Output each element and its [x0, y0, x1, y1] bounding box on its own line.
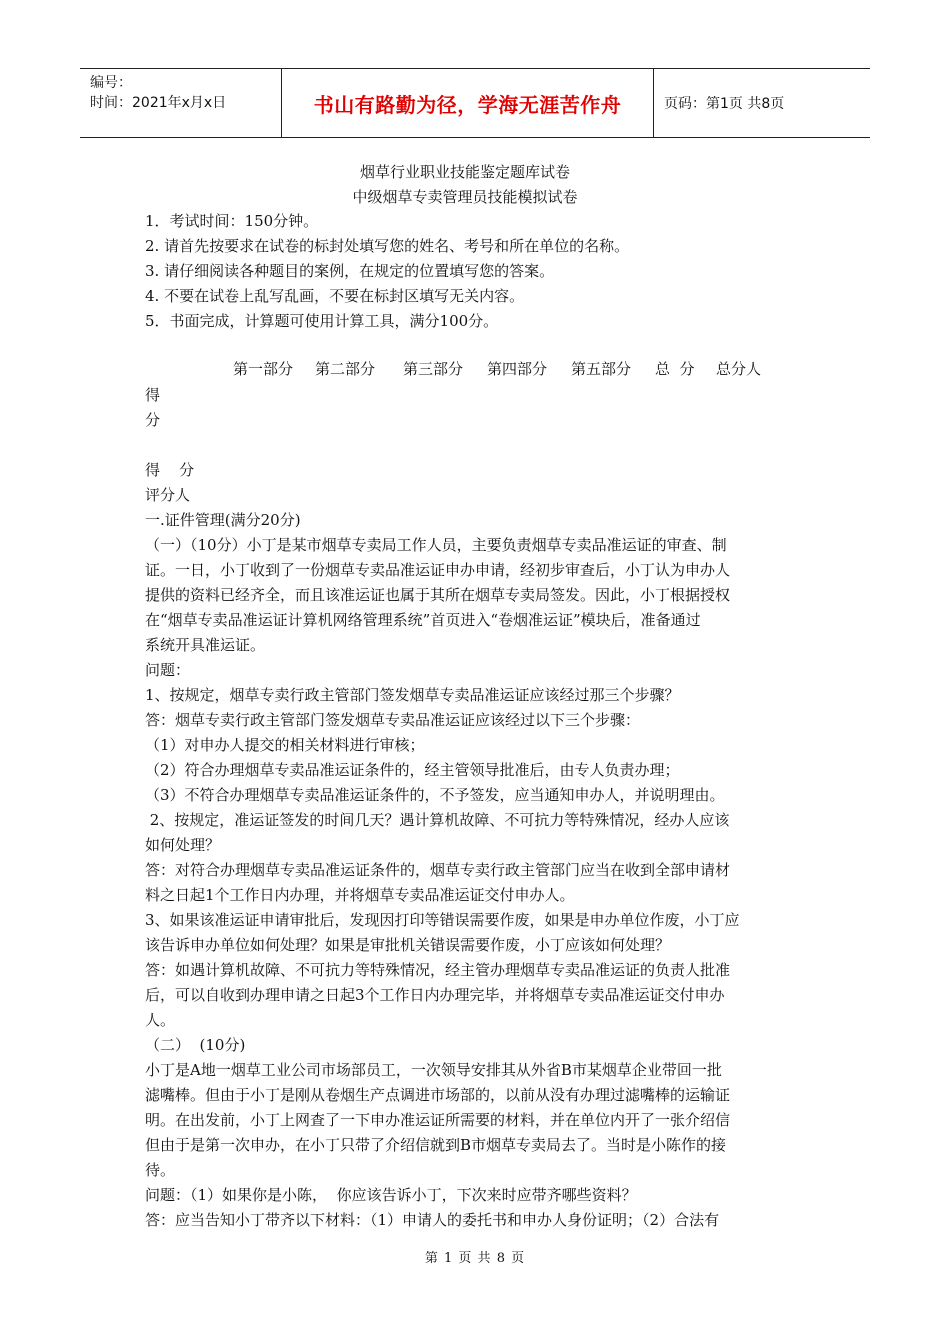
- case2-line: 待。: [145, 1161, 176, 1179]
- grader-label: 评分人: [145, 486, 191, 504]
- qa-line: 人。: [145, 1011, 176, 1029]
- page-footer: 第 1 页 共 8 页: [424, 1251, 526, 1266]
- score-row-label-1: 得: [145, 386, 161, 404]
- qa-line: 后，可以自收到办理申请之日起3个工作日内办理完毕，并将烟草专卖品准运证交付申办: [145, 986, 725, 1004]
- qa-line: 答：烟草专卖行政主管部门签发烟草专卖品准运证应该经过以下三个步骤：: [145, 711, 641, 729]
- score-col-total: 总 分: [655, 360, 695, 378]
- qa-line: 如何处理？: [145, 836, 221, 854]
- instruction-1: 1．考试时间：150分钟。: [145, 212, 319, 230]
- section-title: 一.证件管理(满分20分): [145, 511, 301, 529]
- qa-line: 2、按规定，准运证签发的时间几天？遇计算机故障、不可抗力等特殊情况，经办人应该: [145, 811, 730, 829]
- instruction-2: 2. 请首先按要求在试卷的标封处填写您的姓名、考号和所在单位的名称。: [145, 237, 630, 255]
- score-row-label-2: 分: [145, 411, 161, 429]
- instruction-4: 4. 不要在试卷上乱写乱画，不要在标封区填写无关内容。: [145, 287, 525, 305]
- qa-line: 1、按规定，烟草专卖行政主管部门签发烟草专卖品准运证应该经过那三个步骤？: [145, 686, 680, 704]
- case2-line: 答：应当告知小丁带齐以下材料：（1）申请人的委托书和申办人身份证明；（2）合法有: [145, 1211, 720, 1229]
- code-label: 编号：: [90, 75, 132, 91]
- case1-line-4: 在“烟草专卖品准运证计算机网络管理系统”首页进入“卷烟准运证”模块后，准备通过: [145, 611, 701, 629]
- header-page-info: 页码：第1页 共8页: [664, 96, 785, 112]
- page-header: [80, 68, 870, 138]
- question-label: 问题：: [145, 661, 191, 679]
- case2-heading: （二） (10分): [145, 1036, 246, 1054]
- doc-subtitle: 中级烟草专卖管理员技能模拟试卷: [352, 188, 578, 206]
- score-col-scorer: 总分人: [716, 360, 762, 378]
- qa-line: （3）不符合办理烟草专卖品准运证条件的，不予签发，应当通知申办人，并说明理由。: [145, 786, 725, 804]
- case1-line-1: （一）（10分）小丁是某市烟草专卖局工作人员，主要负责烟草专卖品准运证的审查、制: [145, 536, 727, 554]
- case1-line-5: 系统开具准运证。: [145, 636, 266, 654]
- score-col-5: 第五部分: [571, 360, 632, 378]
- case2-line: 明。在出发前，小丁上网查了一下申办准运证所需要的材料，并在单位内开了一张介绍信: [145, 1111, 731, 1129]
- qa-line: 3、如果该准运证申请审批后，发现因打印等错误需要作废，如果是申办单位作废，小丁应: [145, 911, 740, 929]
- score-col-2: 第二部分: [315, 360, 376, 378]
- case2-line: 滤嘴棒。但由于小丁是刚从卷烟生产点调进市场部的，以前从没有办理过滤嘴棒的运输证: [145, 1086, 731, 1104]
- header-meta: [80, 69, 282, 137]
- qa-line: 答：对符合办理烟草专卖品准运证条件的，烟草专卖行政主管部门应当在收到全部申请材: [145, 861, 731, 879]
- date-label: 时间：2021年x月x日: [90, 95, 227, 111]
- instruction-3: 3. 请仔细阅读各种题目的案例，在规定的位置填写您的答案。: [145, 262, 555, 280]
- qa-line: （2）符合办理烟草专卖品准运证条件的，经主管领导批准后，由专人负责办理；: [145, 761, 680, 779]
- case2-line: 问题：（1）如果你是小陈， 你应该告诉小丁，下次来时应带齐哪些资料？: [145, 1186, 637, 1204]
- qa-line: 料之日起1个工作日内办理，并将烟草专卖品准运证交付申办人。: [145, 886, 575, 904]
- case2-line: 但由于是第一次申办，在小丁只带了介绍信就到B市烟草专卖局去了。当时是小陈作的接: [145, 1136, 727, 1154]
- case2-line: 小丁是A地一烟草工业公司市场部员工，一次领导安排其从外省B市某烟草企业带回一批: [145, 1061, 722, 1079]
- case1-line-3: 提供的资料已经齐全，而且该准运证也属于其所在烟草专卖局签发。因此，小丁根据授权: [145, 586, 731, 604]
- qa-line: （1）对申办人提交的相关材料进行审核；: [145, 736, 425, 754]
- header-motto: 书山有路勤为径，学海无涯苦作舟: [282, 69, 654, 137]
- instruction-5: 5．书面完成，计算题可使用计算工具，满分100分。: [145, 312, 499, 330]
- grader-score-label: 得 分: [145, 461, 195, 479]
- qa-line: 答：如遇计算机故障、不可抗力等特殊情况，经主管办理烟草专卖品准运证的负责人批准: [145, 961, 731, 979]
- doc-title: 烟草行业职业技能鉴定题库试卷: [359, 163, 570, 181]
- score-col-4: 第四部分: [487, 360, 548, 378]
- score-col-1: 第一部分: [233, 360, 294, 378]
- case1-line-2: 证。一日，小丁收到了一份烟草专卖品准运证申办申请，经初步审查后，小丁认为申办人: [145, 561, 731, 579]
- qa-line: 该告诉申办单位如何处理？如果是审批机关错误需要作废，小丁应该如何处理？: [145, 936, 671, 954]
- score-col-3: 第三部分: [403, 360, 464, 378]
